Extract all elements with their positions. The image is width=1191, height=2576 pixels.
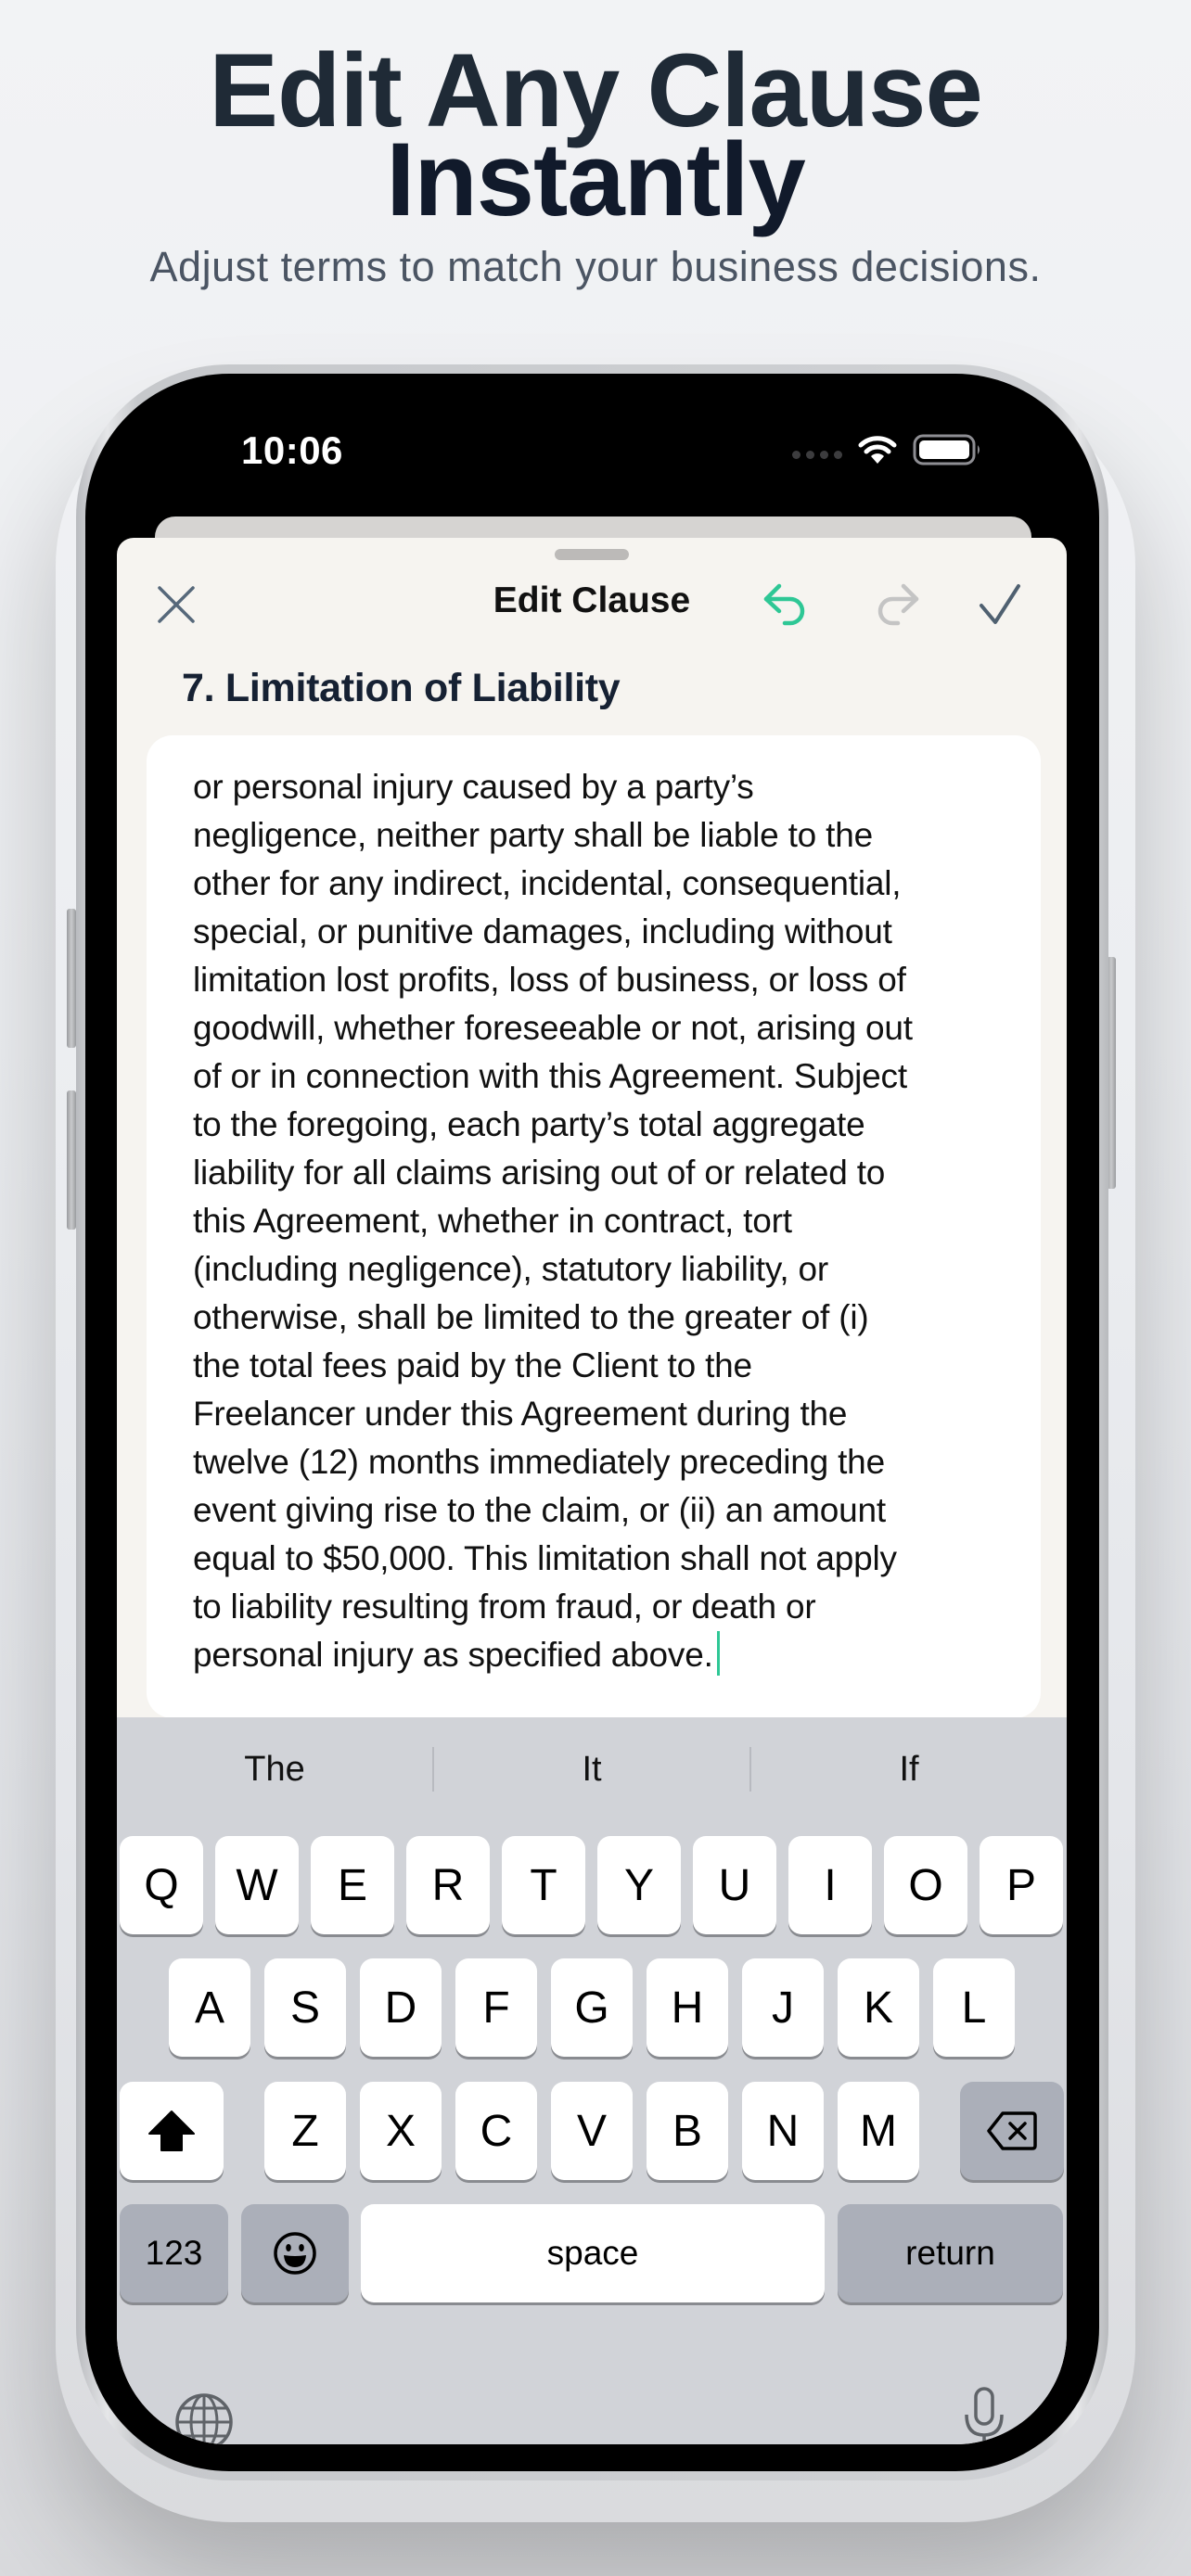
signal-dots-icon [792,451,842,459]
key-h[interactable]: H [647,1958,728,2057]
wifi-icon [857,434,898,465]
key-w[interactable]: W [215,1836,299,1934]
volume-down-button [67,1090,76,1230]
microphone-icon [961,2387,1007,2444]
key-b[interactable]: B [647,2082,728,2180]
key-u[interactable]: U [693,1836,776,1934]
emoji-key[interactable] [241,2204,349,2302]
key-n[interactable]: N [742,2082,824,2180]
clause-line: Freelancer under this Agreement during the [193,1395,848,1433]
suggestion-bar [117,1738,1067,1801]
clause-line: negligence, neither party shall be liable to the [193,816,873,854]
key-c[interactable]: C [455,2082,537,2180]
clause-line: other for any indirect, incidental, consequential, [193,864,902,902]
clause-line: this Agreement, whether in contract, tort [193,1202,792,1240]
clause-line: to liability resulting from fraud, or death or [193,1588,816,1626]
clause-text[interactable] [193,763,1009,1679]
clause-line: personal injury as specified above. [193,1636,713,1674]
shift-icon [147,2110,196,2152]
undo-button[interactable] [757,577,813,632]
clause-line: equal to $50,000. This limitation shall not apply [193,1539,897,1577]
key-d[interactable]: D [360,1958,442,2057]
clause-line: liability for all claims arising out of or related to [193,1154,886,1192]
redo-button[interactable] [870,577,926,632]
keyboard [117,1717,1067,2444]
clause-line: the total fees paid by the Client to the [193,1346,752,1384]
key-j[interactable]: J [742,1958,824,2057]
status-icons [792,434,983,465]
key-g[interactable]: G [551,1958,633,2057]
key-q[interactable]: Q [120,1836,203,1934]
sheet-grabber[interactable] [555,549,629,560]
suggestion-2[interactable]: It [582,1749,602,1789]
clause-line: limitation lost profits, loss of business, or loss of [193,961,906,999]
key-i[interactable]: I [788,1836,872,1934]
key-f[interactable]: F [455,1958,537,2057]
key-x[interactable]: X [360,2082,442,2180]
battery-icon [913,434,983,465]
redo-icon [874,580,922,629]
globe-button[interactable] [174,2392,234,2444]
hero-subtitle: Adjust terms to match your business decisions. [149,243,1042,290]
numbers-key[interactable]: 123 [120,2204,228,2302]
dictation-button[interactable] [961,2387,1007,2444]
clause-line: goodwill, whether foreseeable or not, arising out [193,1009,913,1047]
clause-line: of or in connection with this Agreement. Subject [193,1057,907,1095]
volume-up-button [67,909,76,1048]
clause-line: to the foregoing, each party’s total aggregate [193,1105,865,1143]
key-k[interactable]: K [838,1958,919,2057]
key-t[interactable]: T [502,1836,585,1934]
phone-screen [117,406,1067,2444]
key-s[interactable]: S [264,1958,346,2057]
suggestion-1[interactable]: The [244,1749,305,1789]
clause-heading: 7. Limitation of Liability [182,666,621,710]
emoji-icon [272,2230,318,2276]
shift-key[interactable] [120,2082,224,2180]
done-button[interactable] [972,577,1028,632]
hero-title-line-1: Edit Any Clause [209,32,982,148]
sheet-title: Edit Clause [493,580,691,620]
clause-line: (including negligence), statutory liability, or [193,1250,829,1288]
key-p[interactable]: P [980,1836,1063,1934]
key-e[interactable]: E [311,1836,394,1934]
key-l[interactable]: L [933,1958,1015,2057]
suggestion-3[interactable]: If [899,1749,919,1789]
status-time: 10:06 [241,428,343,472]
return-key[interactable]: return [838,2204,1063,2302]
key-z[interactable]: Z [264,2082,346,2180]
clause-last-line [193,1631,1009,1679]
key-m[interactable]: M [838,2082,919,2180]
clause-line: special, or punitive damages, including without [193,912,892,950]
clause-line: or personal injury caused by a party’s [193,768,754,806]
key-v[interactable]: V [551,2082,633,2180]
delete-key[interactable] [960,2082,1064,2180]
undo-icon [761,580,809,629]
clause-line: event giving rise to the claim, or (ii) an amount [193,1491,886,1529]
clause-text-editor[interactable] [147,735,1041,1718]
clause-line: otherwise, shall be limited to the greater of (i) [193,1298,869,1336]
space-key[interactable]: space [361,2204,825,2302]
clause-line: twelve (12) months immediately preceding the [193,1443,885,1481]
text-cursor [717,1631,720,1676]
key-o[interactable]: O [884,1836,967,1934]
key-y[interactable]: Y [597,1836,681,1934]
globe-icon [174,2392,234,2444]
hero-title-line-2: Instantly [386,121,805,237]
delete-icon [986,2111,1038,2151]
checkmark-icon [977,581,1023,628]
key-a[interactable]: A [169,1958,250,2057]
key-r[interactable]: R [406,1836,490,1934]
